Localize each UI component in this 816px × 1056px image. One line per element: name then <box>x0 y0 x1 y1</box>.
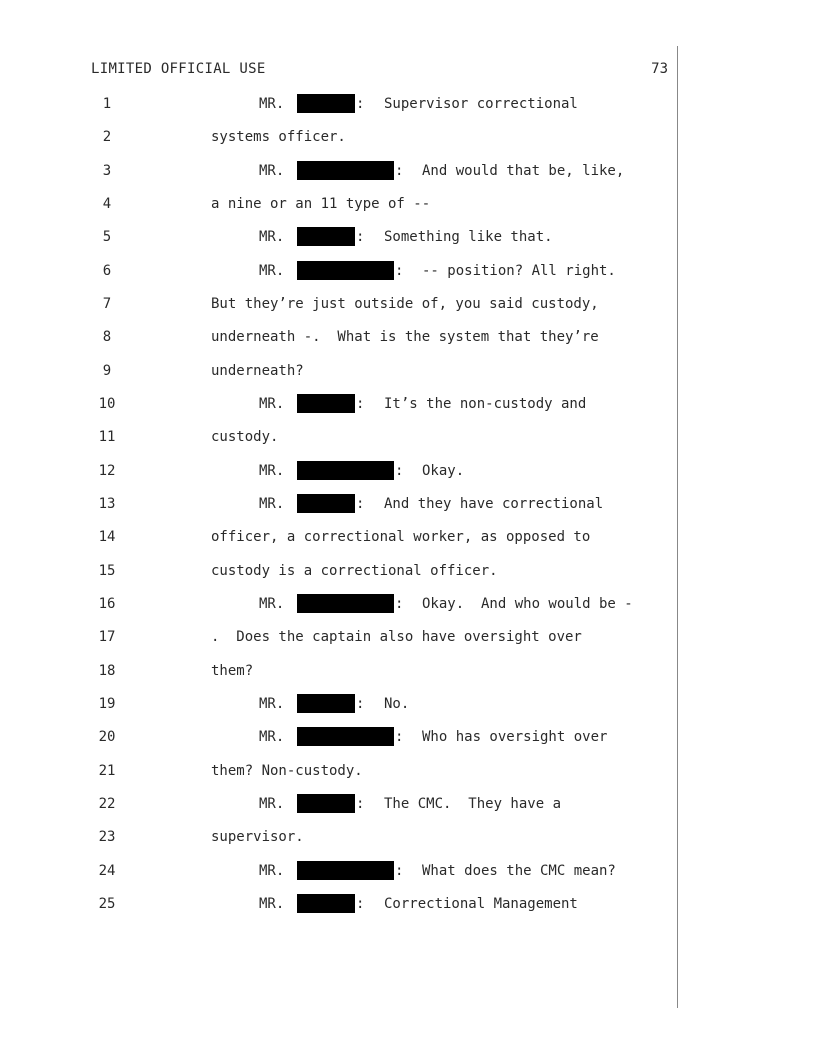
line-number: 9 <box>102 363 112 379</box>
speech-text: The CMC. They have a <box>384 796 562 812</box>
speaker-colon: : <box>356 396 365 412</box>
speaker-prefix: MR. <box>259 696 285 712</box>
transcript-line <box>0 629 677 649</box>
speech-text: And would that be, like, <box>422 163 625 179</box>
margin-rule <box>677 46 678 1008</box>
line-number: 16 <box>98 596 116 612</box>
transcript-line <box>0 396 677 416</box>
line-number: 22 <box>98 796 116 812</box>
transcript-line <box>0 96 677 116</box>
line-number: 5 <box>102 229 112 245</box>
line-number: 14 <box>98 529 116 545</box>
speech-text: Supervisor correctional <box>384 96 578 112</box>
transcript-line <box>0 663 677 683</box>
speaker-colon: : <box>395 729 404 745</box>
speech-text: No. <box>384 696 410 712</box>
line-number: 23 <box>98 829 116 845</box>
continuation-text: But they’re just outside of, you said custody, <box>211 296 599 312</box>
speaker-prefix: MR. <box>259 163 285 179</box>
speaker-colon: : <box>395 463 404 479</box>
continuation-text: supervisor. <box>211 829 304 845</box>
classification-header: LIMITED OFFICIAL USE <box>91 61 266 77</box>
speaker-prefix: MR. <box>259 796 285 812</box>
speech-text: And they have correctional <box>384 496 604 512</box>
speaker-prefix: MR. <box>259 463 285 479</box>
speaker-colon: : <box>356 96 365 112</box>
transcript-line <box>0 729 677 749</box>
continuation-text: underneath -. What is the system that they’re <box>211 329 599 345</box>
speech-text: Who has oversight over <box>422 729 608 745</box>
line-number: 1 <box>102 96 112 112</box>
speaker-colon: : <box>395 263 404 279</box>
speech-text: What does the CMC mean? <box>422 863 616 879</box>
line-number: 3 <box>102 163 112 179</box>
redaction-box <box>297 227 355 246</box>
speaker-prefix: MR. <box>259 863 285 879</box>
speaker-prefix: MR. <box>259 596 285 612</box>
transcript-line <box>0 796 677 816</box>
speech-text: -- position? All right. <box>422 263 616 279</box>
line-number: 12 <box>98 463 116 479</box>
redaction-box <box>297 394 355 413</box>
continuation-text: custody. <box>211 429 279 445</box>
line-number: 17 <box>98 629 116 645</box>
line-number: 19 <box>98 696 116 712</box>
transcript-line <box>0 829 677 849</box>
speaker-prefix: MR. <box>259 396 285 412</box>
transcript-line <box>0 229 677 249</box>
speaker-colon: : <box>356 696 365 712</box>
line-number: 4 <box>102 196 112 212</box>
transcript-line <box>0 596 677 616</box>
line-number: 25 <box>98 896 116 912</box>
speaker-prefix: MR. <box>259 896 285 912</box>
continuation-text: underneath? <box>211 363 304 379</box>
speech-text: Okay. <box>422 463 465 479</box>
redaction-box <box>297 727 394 746</box>
line-number: 24 <box>98 863 116 879</box>
speech-text: It’s the non-custody and <box>384 396 587 412</box>
redaction-box <box>297 861 394 880</box>
transcript-line <box>0 763 677 783</box>
speaker-prefix: MR. <box>259 96 285 112</box>
speaker-prefix: MR. <box>259 263 285 279</box>
continuation-text: . Does the captain also have oversight over <box>211 629 582 645</box>
speaker-prefix: MR. <box>259 229 285 245</box>
continuation-text: systems officer. <box>211 129 346 145</box>
transcript-line <box>0 296 677 316</box>
transcript-line <box>0 463 677 483</box>
redaction-box <box>297 694 355 713</box>
continuation-text: them? <box>211 663 254 679</box>
transcript-line <box>0 896 677 916</box>
continuation-text: officer, a correctional worker, as opposed to <box>211 529 591 545</box>
line-number: 2 <box>102 129 112 145</box>
speaker-prefix: MR. <box>259 496 285 512</box>
redaction-box <box>297 594 394 613</box>
line-number: 18 <box>98 663 116 679</box>
speech-text: Correctional Management <box>384 896 578 912</box>
line-number: 11 <box>98 429 116 445</box>
continuation-text: them? Non-custody. <box>211 763 363 779</box>
continuation-text: custody is a correctional officer. <box>211 563 498 579</box>
speaker-colon: : <box>395 863 404 879</box>
transcript-line <box>0 696 677 716</box>
page-number: 73 <box>651 61 668 77</box>
transcript-line <box>0 129 677 149</box>
transcript-line <box>0 196 677 216</box>
transcript-line <box>0 363 677 383</box>
redaction-box <box>297 161 394 180</box>
transcript-line <box>0 263 677 283</box>
redaction-box <box>297 261 394 280</box>
line-number: 20 <box>98 729 116 745</box>
speech-text: Something like that. <box>384 229 553 245</box>
speaker-colon: : <box>356 229 365 245</box>
continuation-text: a nine or an 11 type of -- <box>211 196 431 212</box>
redaction-box <box>297 894 355 913</box>
transcript-line <box>0 329 677 349</box>
speaker-prefix: MR. <box>259 729 285 745</box>
line-number: 6 <box>102 263 112 279</box>
redaction-box <box>297 794 355 813</box>
transcript-line <box>0 863 677 883</box>
transcript-line <box>0 563 677 583</box>
transcript-line <box>0 496 677 516</box>
line-number: 13 <box>98 496 116 512</box>
speaker-colon: : <box>395 163 404 179</box>
speaker-colon: : <box>356 496 365 512</box>
line-number: 10 <box>98 396 116 412</box>
speech-text: Okay. And who would be - <box>422 596 633 612</box>
line-number: 15 <box>98 563 116 579</box>
speaker-colon: : <box>356 896 365 912</box>
transcript-line <box>0 163 677 183</box>
speaker-colon: : <box>356 796 365 812</box>
redaction-box <box>297 461 394 480</box>
line-number: 7 <box>102 296 112 312</box>
transcript-line <box>0 529 677 549</box>
redaction-box <box>297 494 355 513</box>
redaction-box <box>297 94 355 113</box>
line-number: 8 <box>102 329 112 345</box>
line-number: 21 <box>98 763 116 779</box>
transcript-line <box>0 429 677 449</box>
speaker-colon: : <box>395 596 404 612</box>
